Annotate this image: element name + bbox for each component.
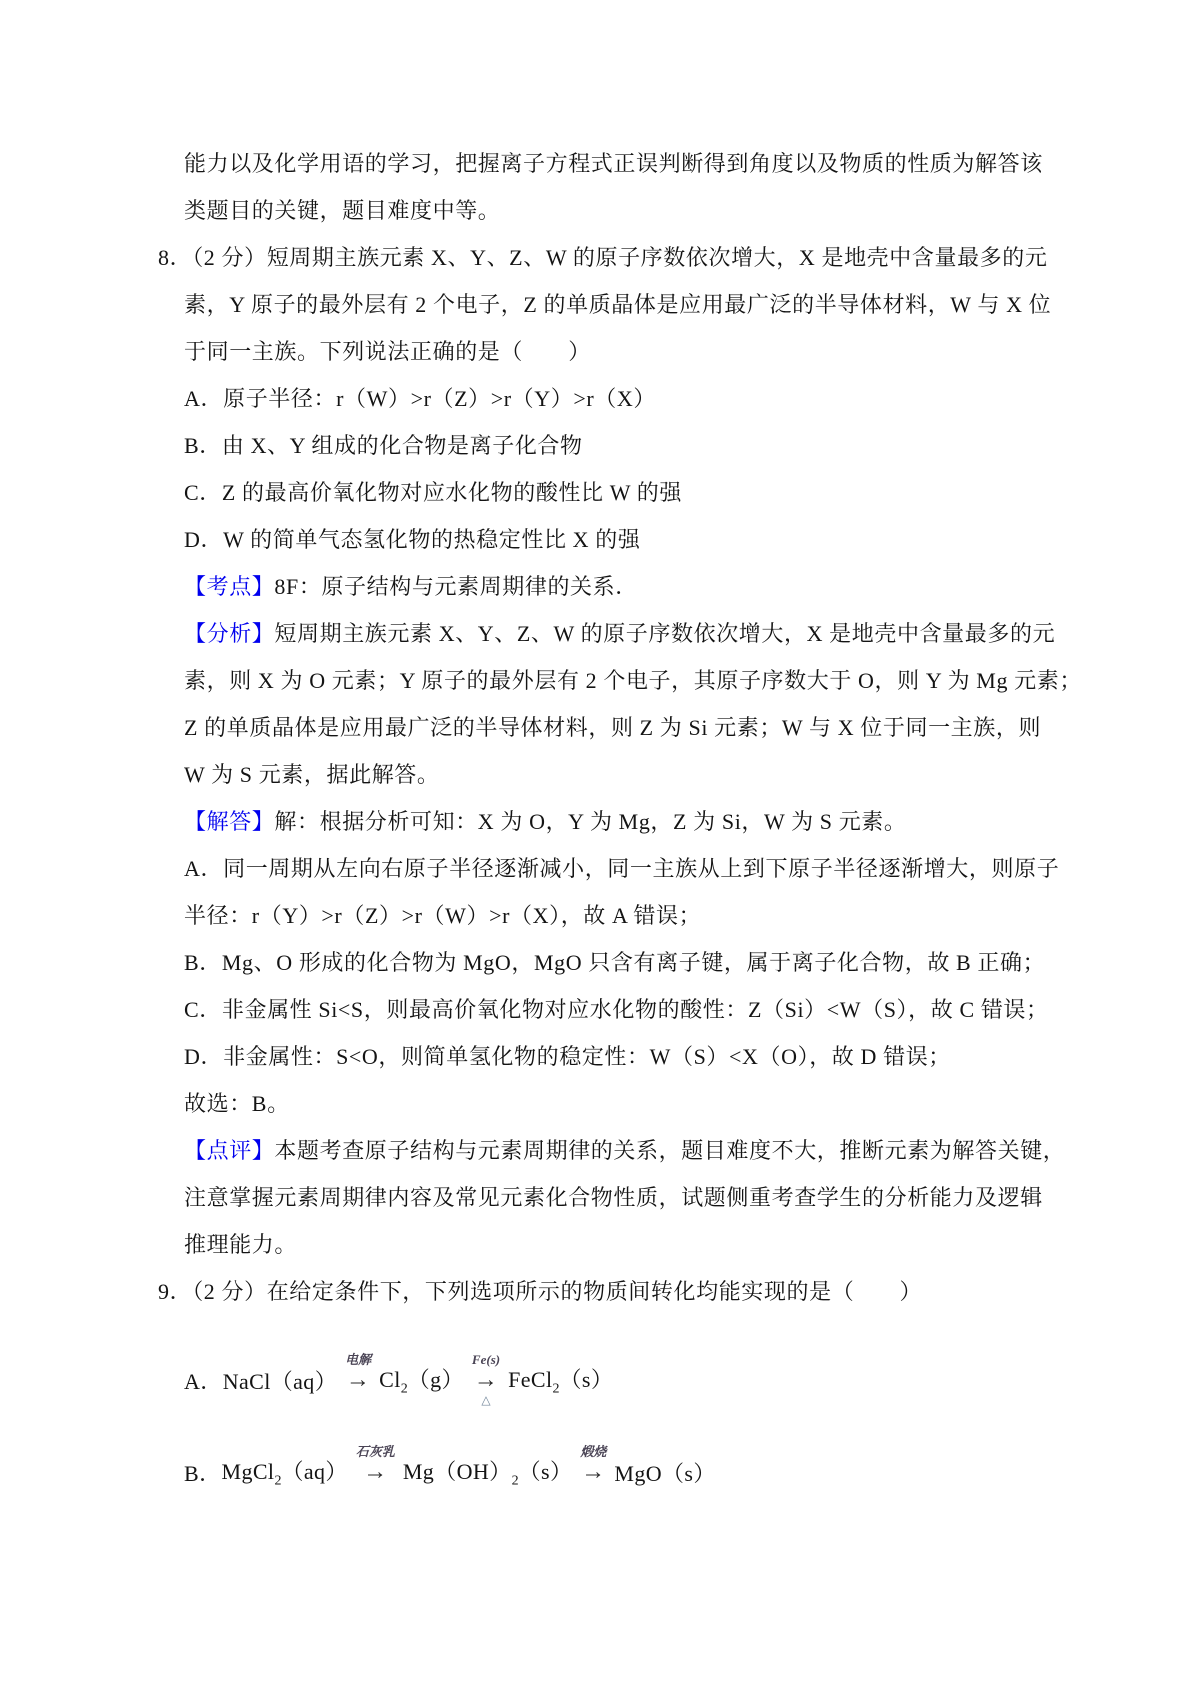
q9-stem-line: 9．（2 分）在给定条件下，下列选项所示的物质间转化均能实现的是（ ）: [158, 1279, 923, 1304]
q8-jieda-a-line-2: 半径：r（Y）>r（Z）>r（W）>r（X），故 A 错误；: [184, 903, 702, 928]
condition-fe-solid: Fe(s): [471, 1352, 501, 1367]
q8-option-b: B．由 X、Y 组成的化合物是离子化合物: [184, 433, 583, 458]
q8-jieda-c-line: C．非金属性 Si<S，则最高价氧化物对应水化物的酸性：Z（Si）<W（S），故 C 错误；: [184, 997, 1049, 1022]
right-arrow-icon: →: [473, 1367, 499, 1393]
condition-heat-delta: △: [481, 1393, 491, 1407]
fenxi-label: 【分析】: [184, 621, 275, 646]
jieda-label: 【解答】: [184, 809, 275, 834]
q8-jieda-line-1: [184, 798, 1084, 845]
q8-dianping-line-3: 推理能力。: [184, 1232, 298, 1257]
dianping-label: 【点评】: [184, 1138, 275, 1163]
q8-stem-line-1: 8．（2 分）短周期主族元素 X、Y、Z、W 的原子序数依次增大，X 是地壳中含量最多的元: [158, 245, 1048, 270]
q9-option-a-equation: [184, 1345, 1084, 1415]
q9-a-intermediate: $Cl_2(g)$: [379, 1366, 464, 1397]
electrolysis-arrow: [345, 1351, 371, 1409]
q9-a-reactant: NaCl（aq）: [222, 1368, 338, 1394]
q8-fenxi-line-4: W 为 S 元素，据此解答。: [184, 762, 440, 787]
q8-fenxi-line-2: 素，则 X 为 O 元素；Y 原子的最外层有 2 个电子，其原子序数大于 O，则 Y 为 Mg 元素；: [184, 668, 1082, 693]
q9-option-b-label: B．: [184, 1460, 222, 1486]
dianping-text-1: 本题考查原子结构与元素周期律的关系，题目难度不大，推断元素为解答关键，: [274, 1138, 1066, 1163]
intro-line-1: 能力以及化学用语的学习，把握离子方程式正误判断得到角度以及物质的性质为解答该: [184, 151, 1043, 176]
q9-b-intermediate: $Mg(OH)_2(s)$: [402, 1458, 573, 1489]
q8-fenxi-line-1: [184, 610, 1084, 657]
iron-heat-arrow: [472, 1351, 500, 1409]
q9-option-a-label: A．: [184, 1368, 223, 1394]
q8-jieda-a-line-1: A．同一周期从左向右原子半径逐渐减小，同一主族从上到下原子半径逐渐增大，则原子: [184, 856, 1060, 881]
q8-jieda-d-line: D．非金属性：S<O，则简单氢化物的稳定性：W（S）<X（O），故 D 错误；: [184, 1044, 951, 1069]
condition-lime-milk: 石灰乳: [355, 1444, 395, 1459]
right-arrow-icon: →: [363, 1459, 388, 1485]
jieda-intro-text: 解：根据分析可知：X 为 O，Y 为 Mg，Z 为 Si，W 为 S 元素。: [274, 809, 907, 834]
q8-conclusion-line: 故选：B。: [184, 1091, 290, 1116]
calcination-arrow: [580, 1443, 606, 1501]
q8-option-c: C．Z 的最高价氧化物对应水化物的酸性比 W 的强: [184, 480, 682, 505]
right-arrow-icon: →: [345, 1367, 371, 1393]
q8-option-d: D．W 的简单气态氢化物的热稳定性比 X 的强: [184, 527, 641, 552]
q9-b-reactant: MgCl$_2$（aq）: [221, 1458, 348, 1489]
q8-stem-line-2: 素，Y 原子的最外层有 2 个电子，Z 的单质晶体是应用最广泛的半导体材料，W 与 X 位: [184, 292, 1052, 317]
condition-electrolysis: 电解: [345, 1352, 372, 1367]
fenxi-text-1: 短周期主族元素 X、Y、Z、W 的原子序数依次增大，X 是地壳中含量最多的元: [274, 621, 1056, 646]
q9-b-product: MgO（s）: [614, 1460, 716, 1486]
q8-fenxi-line-3: Z 的单质晶体是应用最广泛的半导体材料，则 Z 为 Si 元素；W 与 X 位于同一主族，则: [184, 715, 1042, 740]
right-arrow-icon: →: [581, 1459, 606, 1485]
q8-jieda-b-line: B．Mg、O 形成的化合物为 MgO，MgO 只含有离子键，属于离子化合物，故 B 正确；: [184, 950, 1046, 975]
q8-stem-line-3: 于同一主族。下列说法正确的是（ ）: [184, 339, 591, 364]
q8-kaodian-line: [184, 563, 1084, 610]
intro-line-2: 类题目的关键，题目难度中等。: [184, 198, 501, 223]
kaodian-label: 【考点】: [184, 574, 275, 599]
q9-option-b-equation: [184, 1437, 1084, 1507]
lime-milk-arrow: [356, 1443, 395, 1501]
q8-dianping-line-1: [184, 1127, 1084, 1174]
q8-option-a: A．原子半径：r（W）>r（Z）>r（Y）>r（X）: [184, 386, 656, 411]
q8-dianping-line-2: 注意掌握元素周期律内容及常见元素化合物性质，试题侧重考查学生的分析能力及逻辑: [184, 1185, 1043, 1210]
condition-calcination: 煅烧: [580, 1444, 607, 1459]
q9-a-product: FeCl$_2$（s）: [508, 1366, 614, 1397]
kaodian-text: 8F：原子结构与元素周期律的关系．: [274, 574, 638, 599]
